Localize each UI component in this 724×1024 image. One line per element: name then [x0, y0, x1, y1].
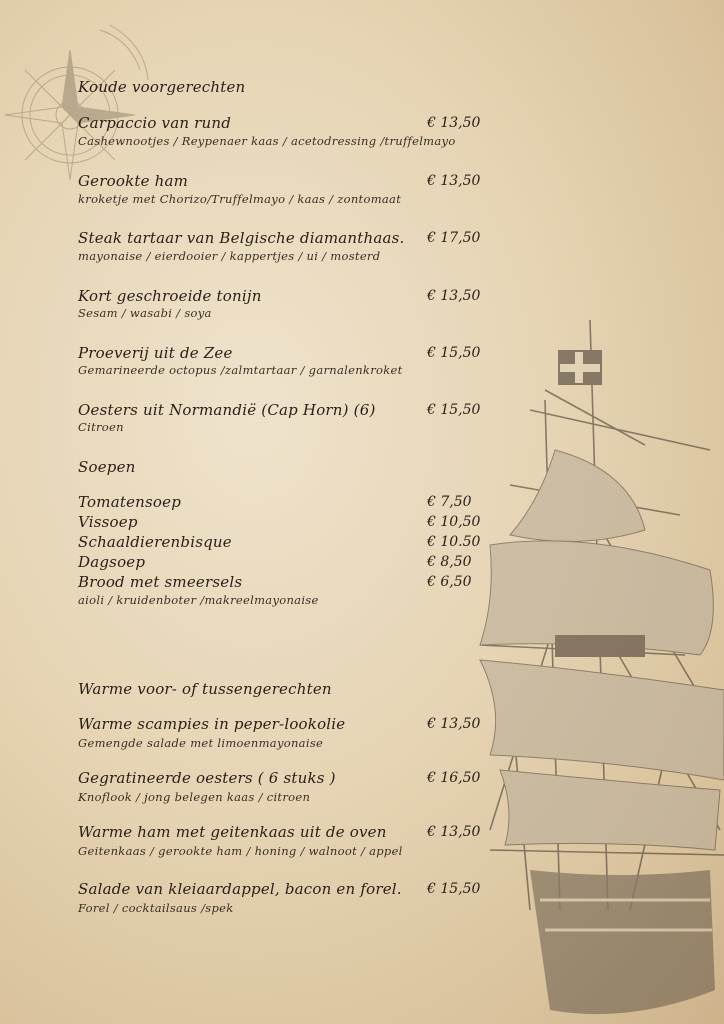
menu-item-price: € 10,50 — [427, 514, 481, 530]
menu-item-name: Steak tartaar van Belgische diamanthaas. — [78, 229, 405, 247]
sailing-ship-illustration — [470, 310, 724, 1024]
menu-item-price: € 13,50 — [427, 824, 481, 840]
menu-item-price: € 10.50 — [427, 534, 481, 550]
menu-item-price: € 15,50 — [427, 345, 481, 361]
menu-item-name: Kort geschroeide tonijn — [78, 287, 262, 305]
menu-item-price: € 7,50 — [427, 494, 472, 510]
menu-item-name: Vissoep — [78, 513, 138, 531]
compass-rose-icon — [0, 20, 150, 190]
menu-item-description: Knoflook / jong belegen kaas / citroen — [78, 790, 311, 804]
menu-item-description: Sesam / wasabi / soya — [78, 306, 212, 320]
menu-item-price: € 8,50 — [427, 554, 472, 570]
menu-item-description: Gemarineerde octopus /zalmtartaar / garnalenkroket — [78, 363, 403, 377]
menu-item-price: € 16,50 — [427, 770, 481, 786]
menu-item-name: Gegratineerde oesters ( 6 stuks ) — [78, 769, 336, 787]
menu-item-description: Cashewnootjes / Reypenaer kaas / acetodressing /truffelmayo — [78, 134, 456, 148]
menu-item-name: Salade van kleiaardappel, bacon en forel. — [78, 880, 402, 898]
menu-item-name: Tomatensoep — [78, 493, 182, 511]
menu-item-name: Brood met smeersels — [78, 573, 243, 591]
menu-item-name: Dagsoep — [78, 553, 146, 571]
section-title-warme-gerechten: Warme voor- of tussengerechten — [78, 680, 332, 698]
menu-item-price: € 15,50 — [427, 881, 481, 897]
menu-item-description: Geitenkaas / gerookte ham / honing / walnoot / appel — [78, 844, 403, 858]
menu-item-name: Schaaldierenbisque — [78, 533, 232, 551]
menu-item-description: Forel / cocktailsaus /spek — [78, 901, 234, 915]
menu-item-name: Carpaccio van rund — [78, 114, 232, 132]
menu-item-name: Oesters uit Normandië (Cap Horn) (6) — [78, 401, 376, 419]
menu-item-price: € 15,50 — [427, 402, 481, 418]
menu-item-name: Warme scampies in peper-lookolie — [78, 715, 346, 733]
menu-item-description: Gemengde salade met limoenmayonaise — [78, 736, 324, 750]
menu-item-description: kroketje met Chorizo/Truffelmayo / kaas / zontomaat — [78, 192, 402, 206]
menu-item-description: Citroen — [78, 420, 124, 434]
menu-item-price: € 13,50 — [427, 115, 481, 131]
menu-item-name: Proeverij uit de Zee — [78, 344, 233, 362]
menu-item-price: € 13,50 — [427, 288, 481, 304]
section-title-koude-voorgerechten: Koude voorgerechten — [78, 78, 246, 96]
menu-item-description: aioli / kruidenboter /makreelmayonaise — [78, 593, 319, 607]
menu-item-price: € 13,50 — [427, 173, 481, 189]
menu-item-price: € 13,50 — [427, 716, 481, 732]
menu-item-price: € 6,50 — [427, 574, 472, 590]
menu-item-price: € 17,50 — [427, 230, 481, 246]
menu-item-name: Warme ham met geitenkaas uit de oven — [78, 823, 387, 841]
section-title-soepen: Soepen — [78, 458, 136, 476]
menu-item-description: mayonaise / eierdooier / kappertjes / ui / mosterd — [78, 249, 381, 263]
menu-item-name: Gerookte ham — [78, 172, 189, 190]
